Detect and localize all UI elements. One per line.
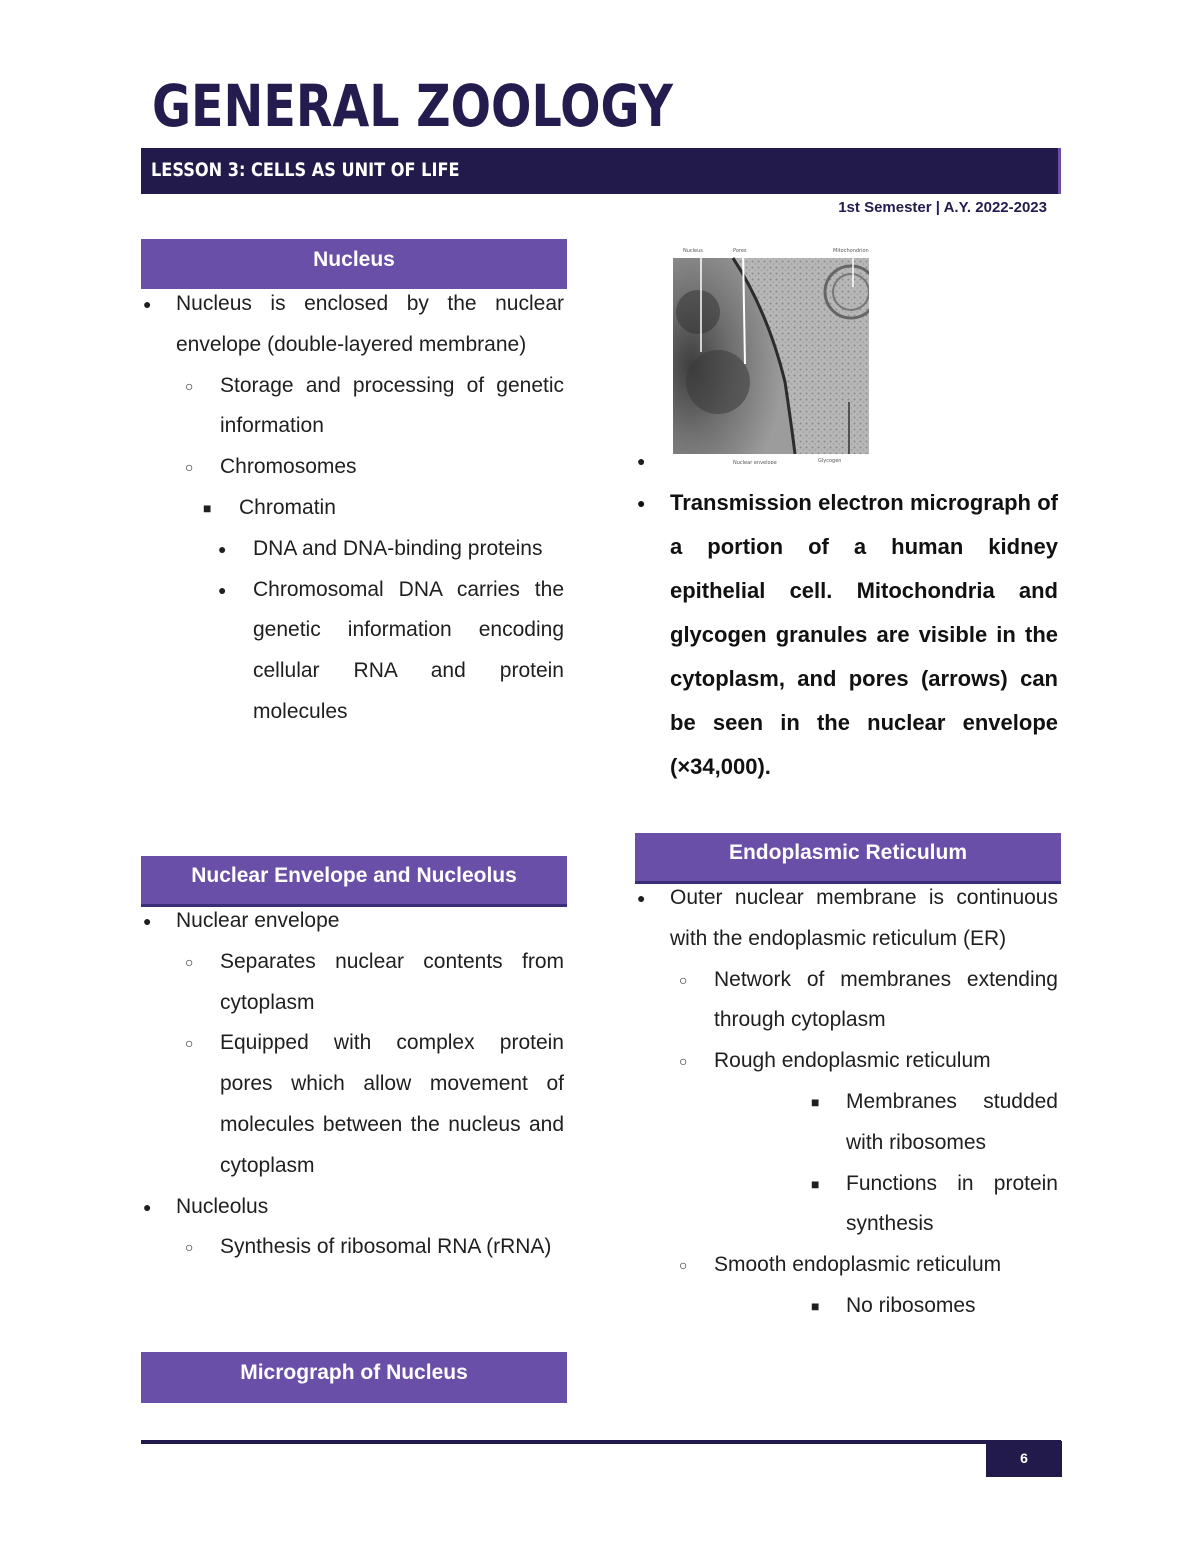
- bullet-icon: ●: [637, 890, 646, 906]
- envelope-heading-text: Nuclear Envelope and Nucleolus: [191, 864, 517, 887]
- list-item: ■ No ribosomes: [635, 1286, 1058, 1327]
- micrograph-heading-text: Micrograph of Nucleus: [240, 1361, 468, 1384]
- bullet-icon: ●: [143, 913, 152, 929]
- circle-bullet-icon: ○: [679, 1053, 688, 1070]
- list-item: ○ Separates nuclear contents from cytoplasm: [141, 942, 564, 1024]
- footer-rule: [141, 1440, 1061, 1444]
- envelope-list: [141, 901, 564, 1268]
- bullet-icon: ●: [143, 1198, 152, 1215]
- square-bullet-icon: ■: [811, 1297, 820, 1314]
- document-title: GENERAL ZOOLOGY: [152, 72, 673, 140]
- list-item: ○ Network of membranes extending through cytoplasm: [635, 960, 1058, 1042]
- circle-bullet-icon: ○: [185, 1239, 194, 1256]
- bullet-icon: ●: [218, 540, 227, 557]
- lesson-banner: [141, 148, 1061, 194]
- nucleus-list: [141, 284, 564, 733]
- list-item: ○ Rough endoplasmic reticulum: [635, 1041, 1058, 1082]
- svg-text:Mitochondrion: Mitochondrion: [833, 248, 869, 254]
- list-item: ○ Equipped with complex protein pores which allow movement of molecules between the nucleus and cytoplasm: [141, 1023, 564, 1186]
- bullet-icon: ●: [637, 453, 646, 469]
- list-item: [635, 441, 1058, 482]
- circle-bullet-icon: ○: [185, 953, 194, 970]
- list-item: ● Nuclear envelope: [141, 901, 564, 942]
- circle-bullet-icon: ○: [679, 971, 688, 988]
- nucleus-heading: [141, 239, 567, 289]
- list-item: ○ Synthesis of ribosomal RNA (rRNA): [141, 1227, 564, 1268]
- page-number: 6: [986, 1441, 1062, 1477]
- square-bullet-icon: ■: [811, 1093, 820, 1110]
- lesson-title: LESSON 3: CELLS AS UNIT OF LIFE: [151, 159, 460, 181]
- list-item: ● DNA and DNA-binding proteins: [141, 529, 564, 570]
- micrograph-caption: ● Transmission electron micrograph of a portion of a human kidney epithelial cell. Mitochondria and glycogen granules are visible in the cytoplasm, and pores (arrows) can be seen in the nuclear envelope (×34,000).: [635, 481, 1058, 789]
- svg-text:Nucleus: Nucleus: [683, 248, 703, 254]
- list-item: ○ Smooth endoplasmic reticulum: [635, 1245, 1058, 1286]
- list-item: ● Nucleus is enclosed by the nuclear envelope (double-layered membrane): [141, 284, 564, 366]
- list-item: ■ Chromatin: [141, 488, 564, 529]
- square-bullet-icon: ■: [203, 499, 212, 516]
- circle-bullet-icon: ○: [679, 1257, 688, 1274]
- list-item: ○ Storage and processing of genetic information: [141, 366, 564, 448]
- list-item: ○ Chromosomes: [141, 447, 564, 488]
- list-item: ● Nucleolus: [141, 1187, 564, 1228]
- micrograph-heading: [141, 1352, 567, 1403]
- nucleus-heading-text: Nucleus: [313, 248, 395, 271]
- circle-bullet-icon: ○: [185, 459, 194, 476]
- list-item: ● Outer nuclear membrane is continuous with the endoplasmic reticulum (ER): [635, 878, 1058, 960]
- list-item: ■ Functions in protein synthesis: [635, 1164, 1058, 1246]
- micrograph-bullet: [635, 441, 1058, 482]
- bullet-icon: ●: [218, 581, 227, 598]
- er-list: [635, 878, 1058, 1327]
- caption-list: [635, 481, 1058, 789]
- bullet-icon: ●: [143, 296, 152, 312]
- envelope-heading: [141, 856, 567, 907]
- micrograph-image: [673, 242, 869, 464]
- svg-text:Nuclear envelope: Nuclear envelope: [733, 460, 777, 464]
- semester-label: 1st Semester | A.Y. 2022-2023: [838, 199, 1047, 216]
- square-bullet-icon: ■: [811, 1175, 820, 1192]
- er-heading-text: Endoplasmic Reticulum: [728, 841, 968, 864]
- er-heading: [635, 833, 1061, 884]
- circle-bullet-icon: ○: [185, 1035, 194, 1052]
- svg-text:Glycogen: Glycogen: [818, 458, 842, 464]
- bullet-icon: ●: [637, 495, 646, 511]
- list-item: ● Chromosomal DNA carries the genetic information encoding cellular RNA and protein molecules: [141, 570, 564, 733]
- svg-text:Pores: Pores: [733, 248, 747, 254]
- list-item: ■ Membranes studded with ribosomes: [635, 1082, 1058, 1164]
- circle-bullet-icon: ○: [185, 377, 194, 394]
